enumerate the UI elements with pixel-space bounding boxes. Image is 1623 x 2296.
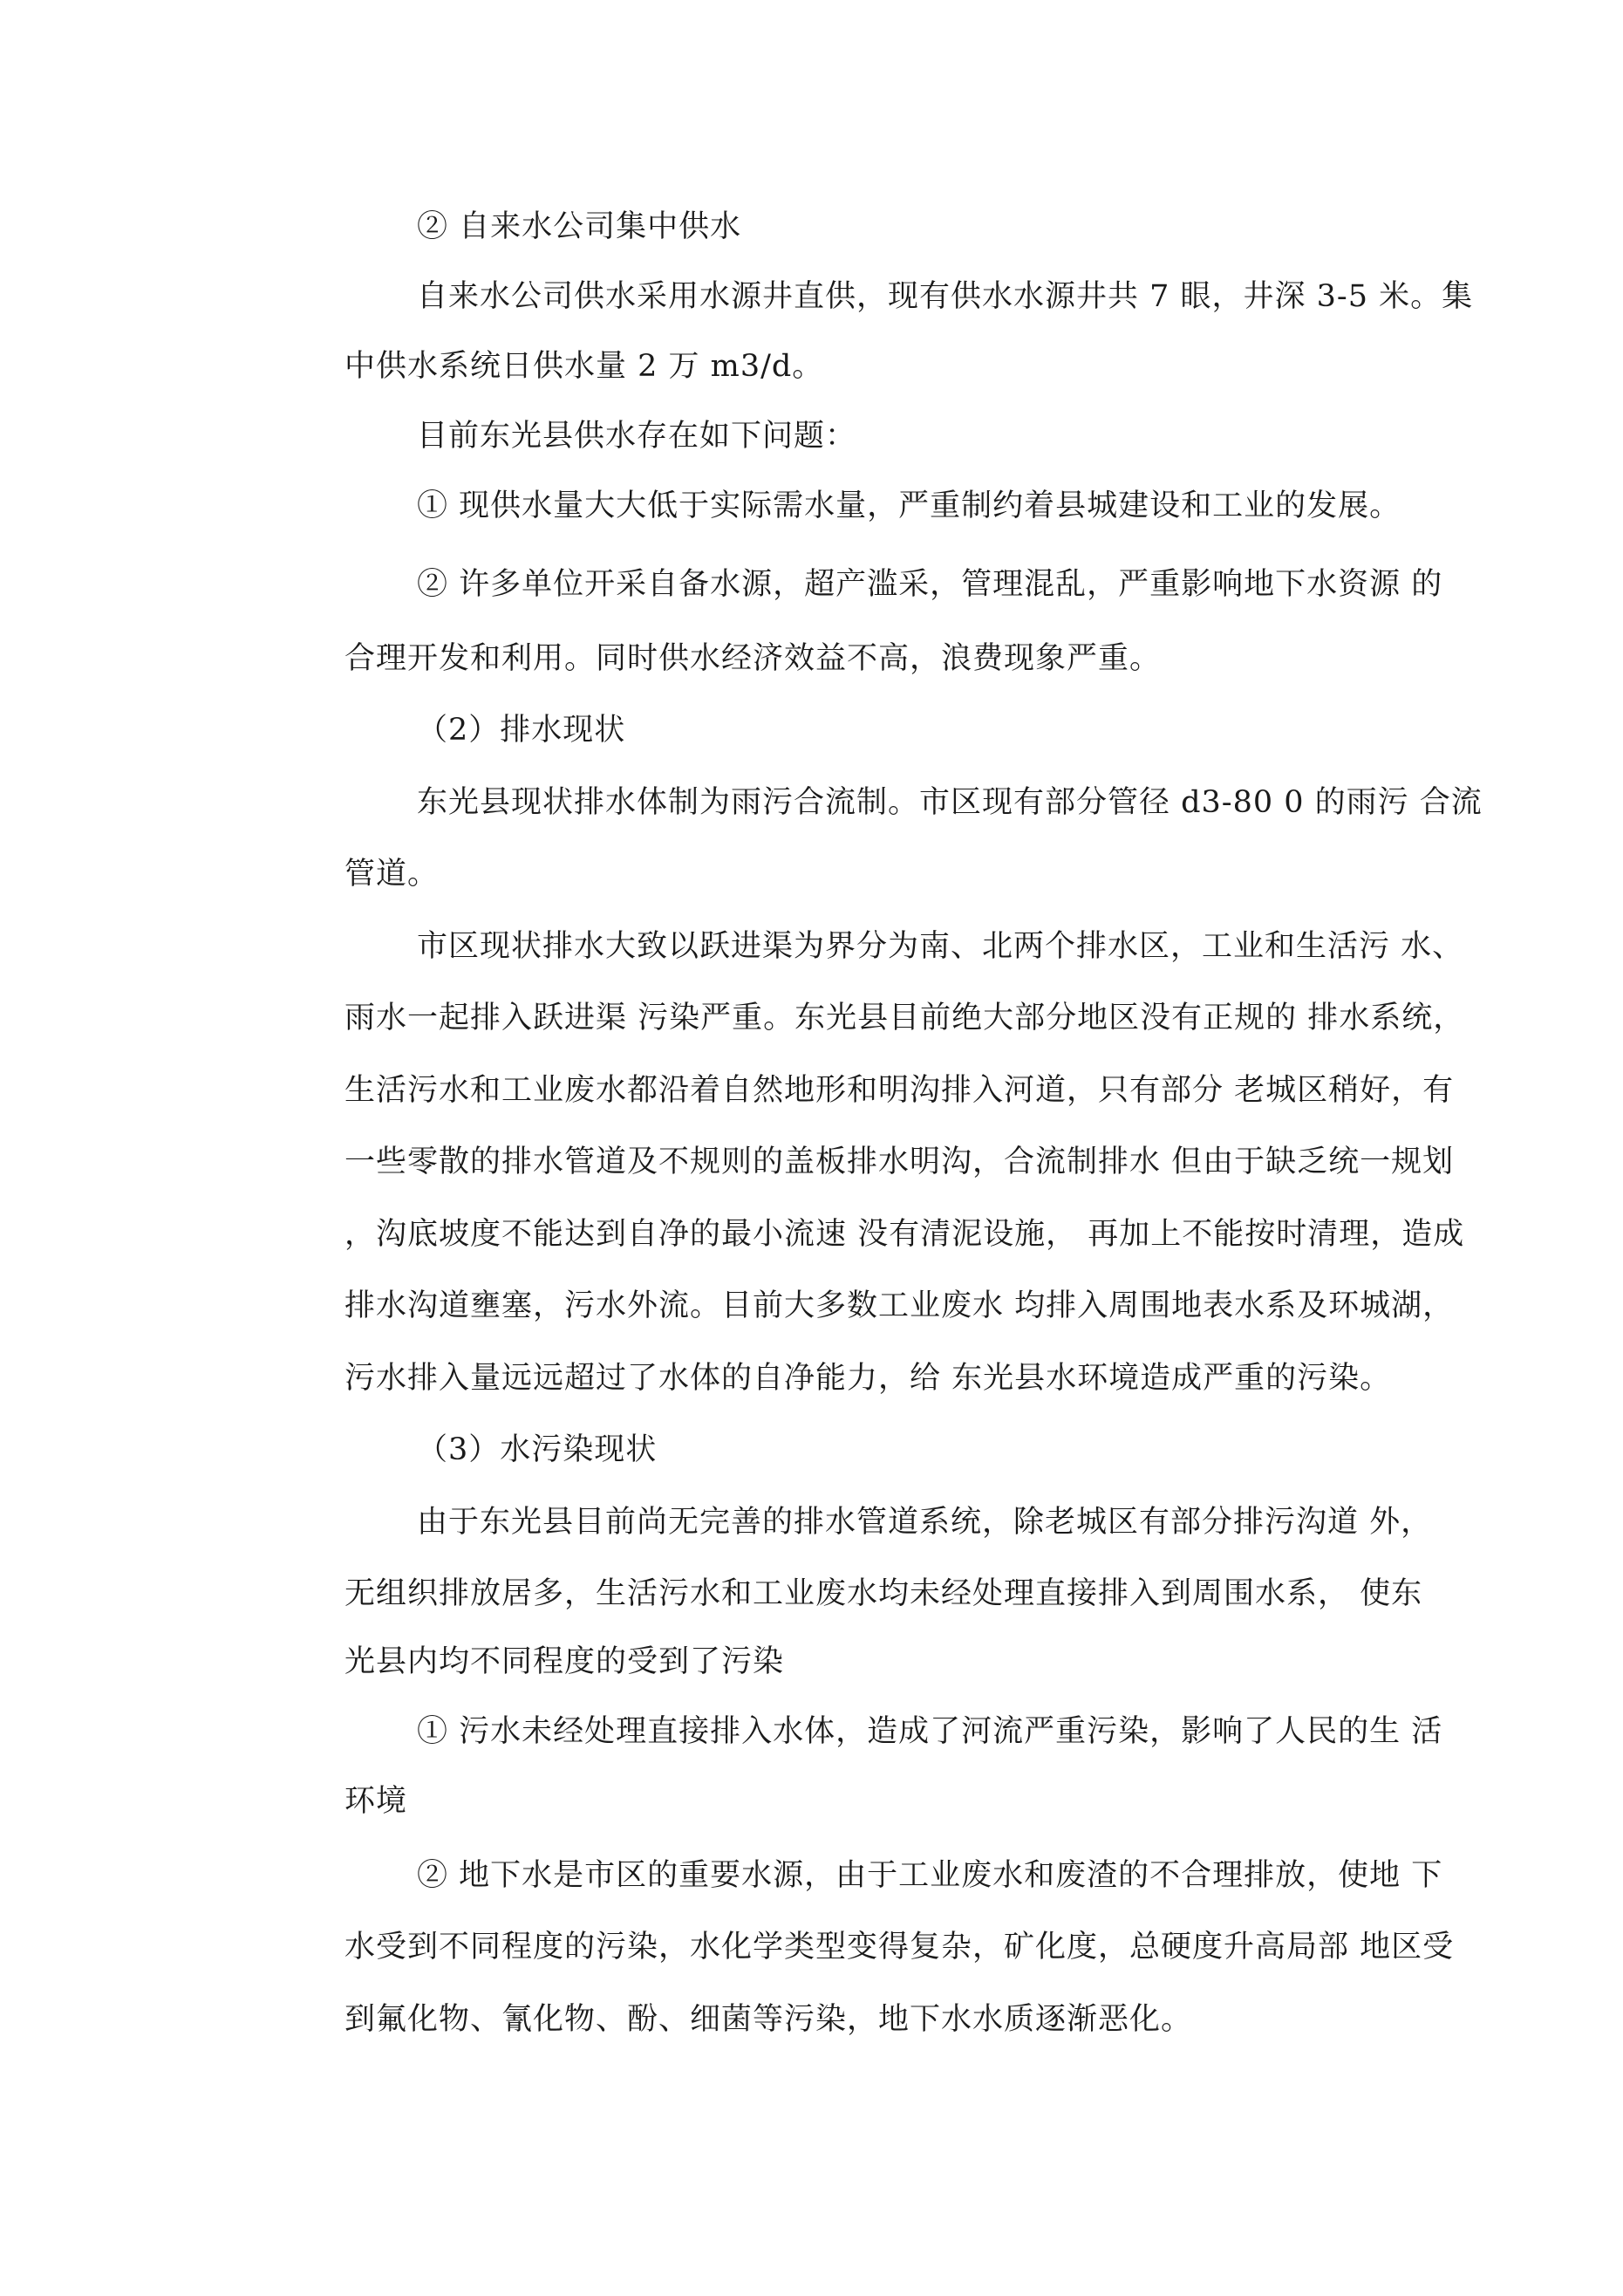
paragraph-line: 污水排入量远远超过了水体的自净能力，给 东光县水环境造成严重的污染。 [344,1361,1392,1396]
subheading-central-water-supply: ② 自来水公司集中供水 [417,209,742,244]
list-item-2: ② 许多单位开采自备水源，超产滥采，管理混乱，严重影响地下水资源 的 [417,567,1443,602]
section-heading-drainage: （2）排水现状 [417,713,626,748]
paragraph-line: 一些零散的排水管道及不规则的盖板排水明沟，合流制排水 但由于缺乏统一规划 [344,1145,1455,1179]
paragraph-line: 排水沟道壅塞，污水外流。目前大多数工业废水 均排入周围地表水系及环城湖， [344,1288,1455,1323]
paragraph-line: 到氟化物、氰化物、酚、细菌等污染，地下水水质逐渐恶化。 [344,2002,1193,2037]
paragraph-line: 目前东光县供水存在如下问题： [417,419,857,454]
paragraph-line: 由于东光县目前尚无完善的排水管道系统，除老城区有部分排污沟道 外， [417,1505,1433,1540]
paragraph-line: 市区现状排水大致以跃进渠为界分为南、北两个排水区，工业和生活污 水、 [417,929,1464,964]
paragraph-line: 管道。 [344,857,440,892]
paragraph-line: 生活污水和工业废水都沿着自然地形和明沟排入河道，只有部分 老城区稍好，有 [344,1073,1455,1108]
list-item-1: ① 污水未经处理直接排入水体，造成了河流严重污染，影响了人民的生 活 [417,1714,1443,1749]
paragraph-line: 合理开发和利用。同时供水经济效益不高，浪费现象严重。 [344,641,1162,676]
paragraph-line: 东光县现状排水体制为雨污合流制。市区现有部分管径 d3-80 0 的雨污 合流 [417,785,1483,820]
paragraph-line: ，沟底坡度不能达到自净的最小流速 没有清泥设施， 再加上不能按时清理，造成 [344,1217,1465,1252]
paragraph-line: 雨水一起排入跃进渠 污染严重。东光县目前绝大部分地区没有正规的 排水系统， [344,1001,1465,1035]
list-item-2: ② 地下水是市区的重要水源，由于工业废水和废渣的不合理排放，使地 下 [417,1858,1443,1893]
paragraph-line: 中供水系统日供水量 2 万 m3/d。 [344,349,824,384]
paragraph-line: 光县内均不同程度的受到了污染 [344,1644,785,1679]
paragraph-line: 水受到不同程度的污染，水化学类型变得复杂，矿化度，总硬度升高局部 地区受 [344,1930,1455,1965]
paragraph-line: 环境 [344,1784,408,1819]
paragraph-line: 自来水公司供水采用水源井直供，现有供水水源井共 7 眼，井深 3-5 米。集 [417,279,1474,314]
section-heading-water-pollution: （3）水污染现状 [417,1432,658,1467]
list-item-1: ① 现供水量大大低于实际需水量，严重制约着县城建设和工业的发展。 [417,489,1401,523]
paragraph-line: 无组织排放居多，生活污水和工业废水均未经处理直接排入到周围水系， 使东 [344,1576,1423,1611]
